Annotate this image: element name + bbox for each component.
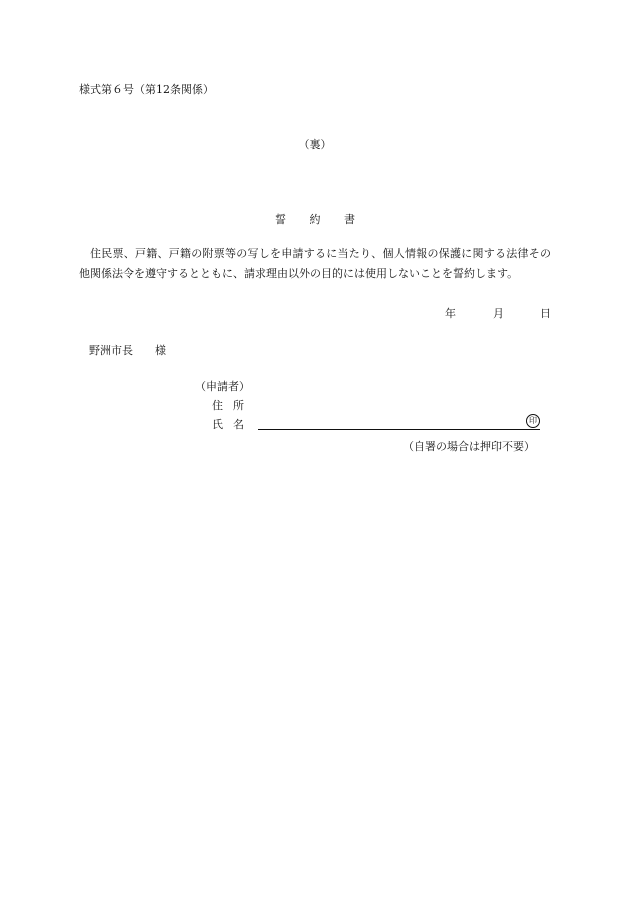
title-char: 誓 [275, 213, 286, 226]
seal-note: （自署の場合は押印不要） [403, 440, 535, 453]
addressee [89, 342, 166, 358]
addressee-name: 野洲市長 [89, 344, 133, 357]
date-day-label: 日 [540, 307, 551, 320]
addressee-honorific: 様 [155, 344, 166, 357]
date-year-label: 年 [445, 307, 456, 320]
name-label [212, 416, 244, 432]
address-label-char: 住 [212, 399, 223, 412]
name-label-char: 氏 [212, 418, 223, 431]
pledge-body-text: 住民票、戸籍、戸籍の附票等の写しを申請するに当たり、個人情報の保護に関する法律その他関係法令を遵守するとともに、請求理由以外の目的には使用しないことを誓約します。 [79, 247, 551, 280]
form-number: 様式第６号（第12条関係） [79, 83, 214, 96]
address-label-char: 所 [233, 399, 244, 412]
name-label-char: 名 [233, 418, 244, 431]
title-char: 書 [344, 213, 355, 226]
applicant-section-label: （申請者） [195, 380, 250, 393]
seal-mark: 印 [526, 414, 540, 428]
name-signature-line[interactable] [258, 429, 540, 430]
document-title [0, 211, 630, 227]
date-month-label: 月 [493, 307, 504, 320]
address-label [212, 397, 244, 413]
title-char: 約 [309, 213, 321, 226]
reverse-side-label: （裏） [298, 138, 332, 151]
